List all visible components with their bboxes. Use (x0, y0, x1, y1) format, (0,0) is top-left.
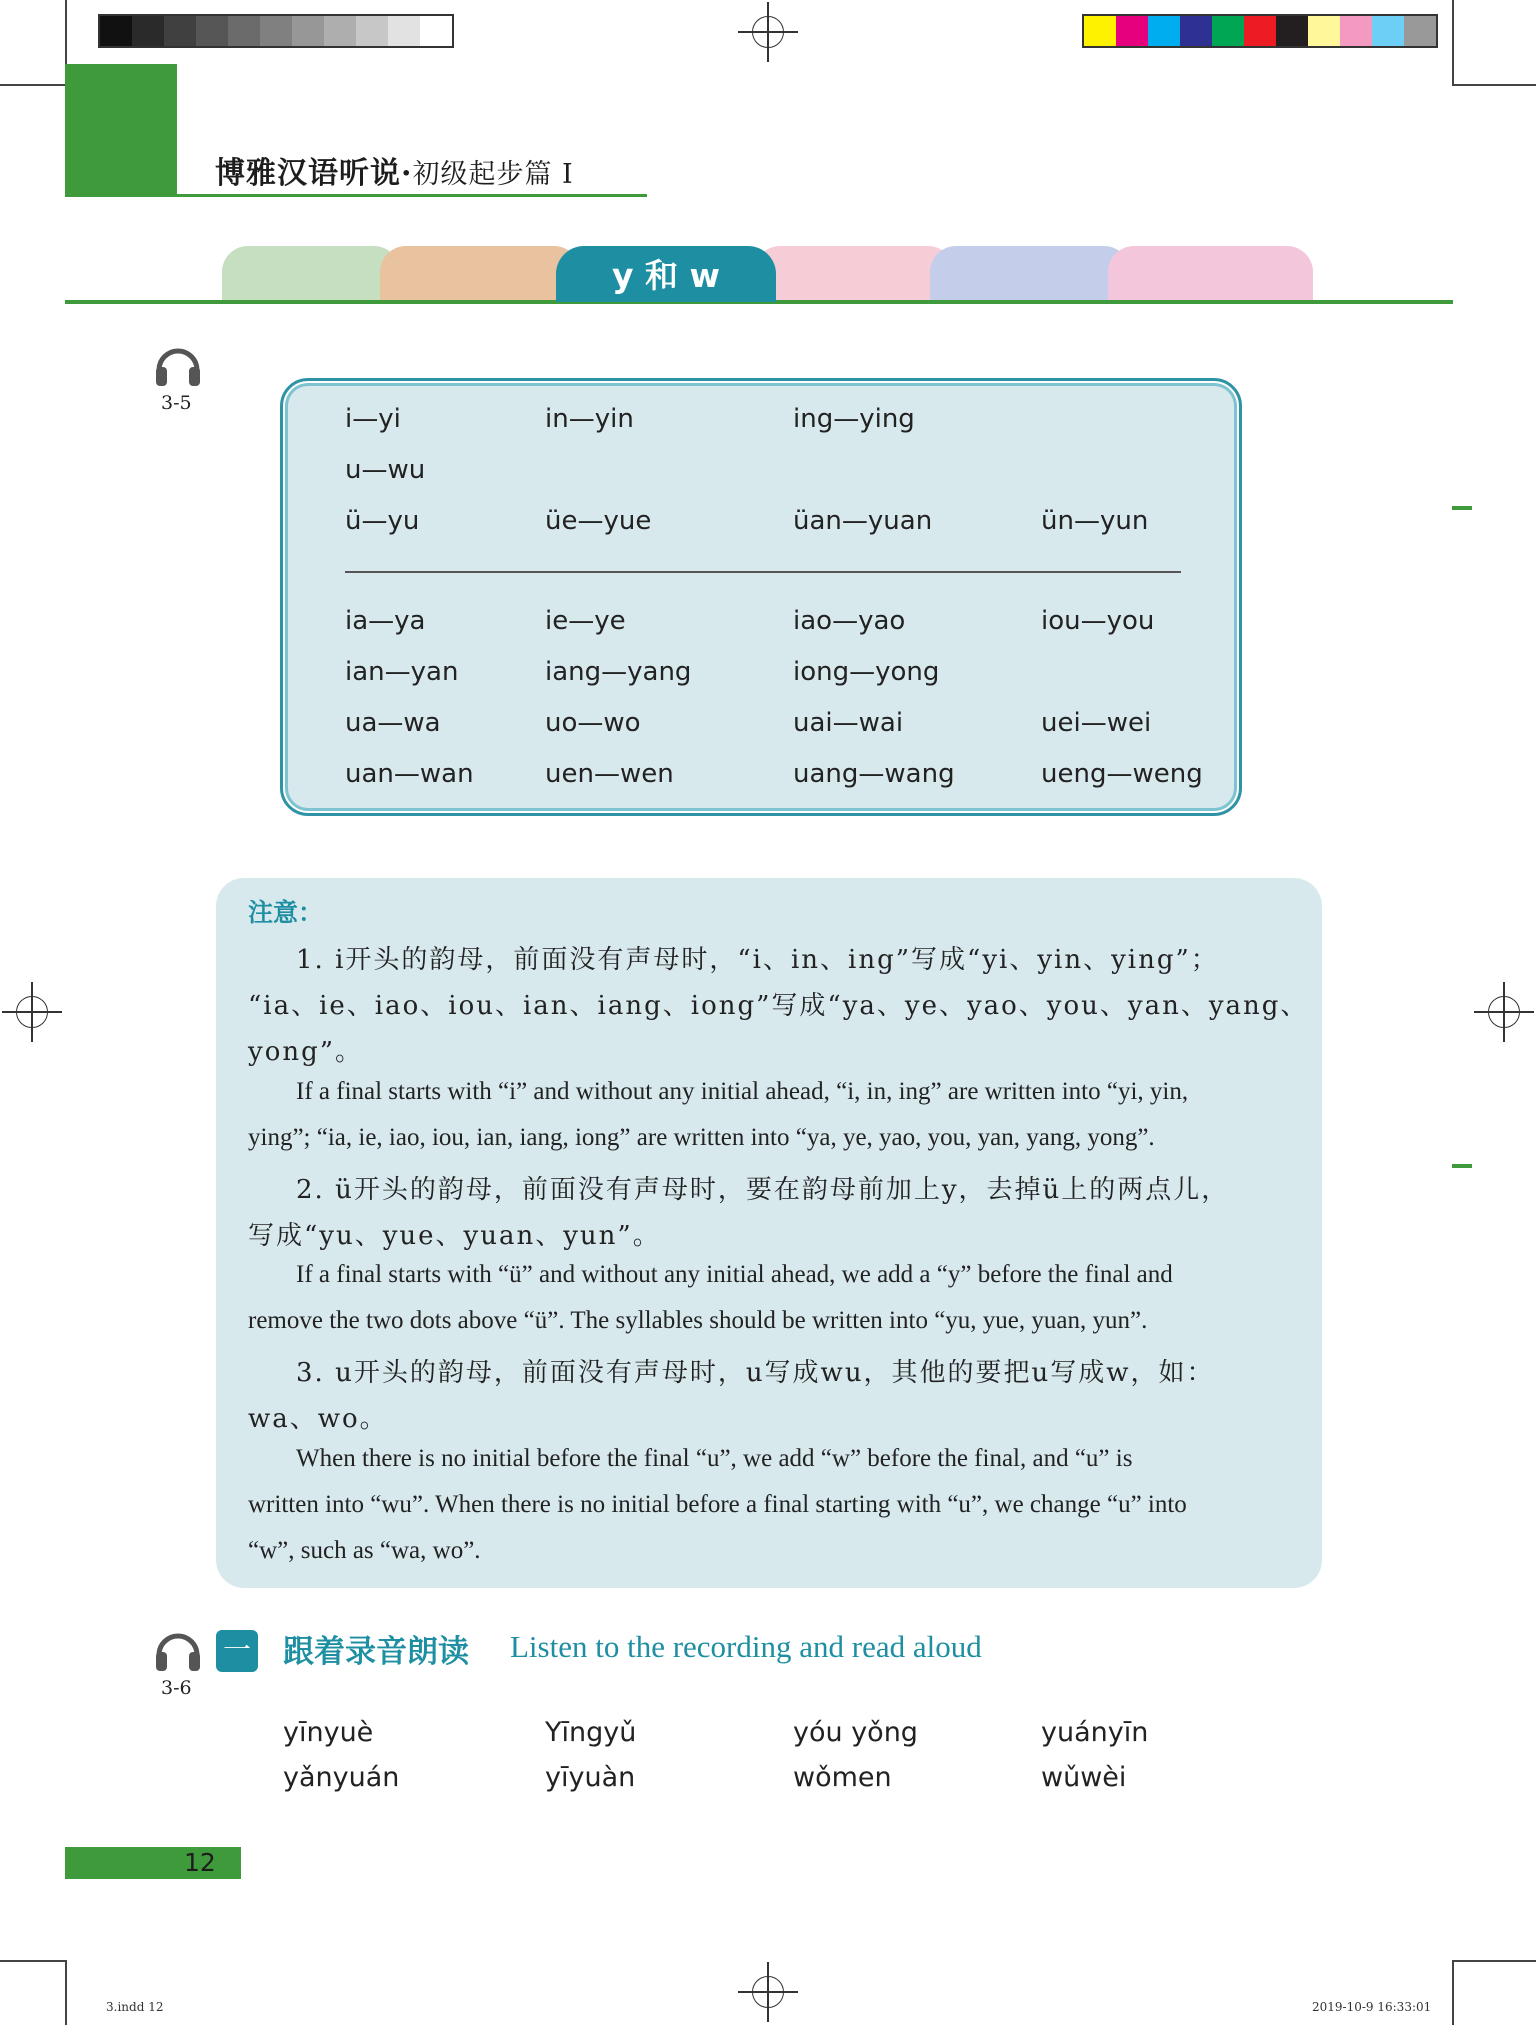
practice-word: yǎnyuán (283, 1762, 400, 1793)
note-3-english-line-3: “w”, such as “wa, wo”. (248, 1537, 481, 1564)
note-3-english-line-2: written into “wu”. When there is no initial before a final starting with “u”, we change “u” into (248, 1491, 1187, 1518)
color-swatch (1340, 16, 1372, 46)
registration-mark-right (1474, 982, 1534, 1042)
final-spelling-cell: ia—ya (345, 606, 426, 636)
color-swatch (228, 16, 260, 46)
final-spelling-cell: i—yi (345, 404, 401, 434)
final-spelling-cell: uei—wei (1041, 708, 1152, 738)
final-spelling-cell: ian—yan (345, 657, 459, 687)
final-spelling-cell: ueng—weng (1041, 759, 1203, 789)
headphones-icon (153, 340, 203, 390)
final-spelling-cell: u—wu (345, 455, 426, 485)
color-swatch (1116, 16, 1148, 46)
final-spelling-cell: üan—yuan (793, 506, 933, 536)
note-2-english-line-1: If a final starts with “ü” and without any initial ahead, we add a “y” before the final and (296, 1261, 1173, 1288)
color-swatch (388, 16, 420, 46)
margin-tick (1452, 506, 1472, 510)
section-number-badge: 一 (216, 1630, 258, 1672)
final-spelling-cell: uen—wen (545, 759, 674, 789)
section-title-chinese: 跟着录音朗读 (283, 1634, 469, 1670)
practice-word: yīyuàn (545, 1762, 636, 1793)
color-swatch (100, 16, 132, 46)
crop-mark (0, 84, 66, 86)
notes-heading: 注意： (248, 898, 324, 927)
file-slug: 3.indd 12 (106, 2000, 164, 2014)
color-swatch (260, 16, 292, 46)
final-spelling-cell: iao—yao (793, 606, 906, 636)
color-swatch (420, 16, 452, 46)
color-swatch (356, 16, 388, 46)
headphones-icon (153, 1625, 203, 1675)
title-separator: · (401, 156, 413, 191)
section-tab-1 (222, 246, 400, 304)
color-swatch (1212, 16, 1244, 46)
print-timestamp: 2019-10-9 16:33:01 (1312, 2000, 1432, 2014)
registration-mark-bottom (738, 1962, 798, 2022)
color-swatch (164, 16, 196, 46)
final-spelling-cell: ün—yun (1041, 506, 1149, 536)
book-title (215, 148, 574, 192)
book-title-main: 博雅汉语听说 (215, 156, 401, 191)
crop-mark (1452, 1960, 1536, 1962)
note-2-english-line-2: remove the two dots above “ü”. The syllables should be written into “yu, yue, yuan, yun”. (248, 1307, 1148, 1334)
final-spelling-cell: uang—wang (793, 759, 955, 789)
finals-spelling-box (280, 378, 1242, 816)
color-swatch (1404, 16, 1436, 46)
crop-mark (1452, 1960, 1454, 2025)
color-swatch (1180, 16, 1212, 46)
final-spelling-cell: iang—yang (545, 657, 692, 687)
note-3-english-line-1: When there is no initial before the final “u”, we add “w” before the final, and “u” is (296, 1445, 1133, 1472)
note-1-english-line-2: ying”; “ia, ie, iao, iou, ian, iang, iong” are written into “ya, ye, yao, you, yan, yang, yong”. (248, 1124, 1155, 1151)
practice-word: yīnyuè (283, 1717, 374, 1748)
practice-word: wǔwèi (1041, 1762, 1127, 1793)
practice-word: yuányīn (1041, 1717, 1149, 1748)
color-swatch (196, 16, 228, 46)
final-spelling-cell: ü—yu (345, 506, 420, 536)
book-subtitle: 初级起步篇 I (412, 159, 574, 190)
note-1-line-3: yong”。 (248, 1037, 364, 1067)
final-spelling-cell: uo—wo (545, 708, 641, 738)
note-1-line-1: 1. i开头的韵母，前面没有声母时，“i、in、ing”写成“yi、yin、ying”； (296, 945, 1219, 975)
section-title-english: Listen to the recording and read aloud (510, 1629, 982, 1664)
final-spelling-cell: üe—yue (545, 506, 652, 536)
final-spelling-cell: uai—wai (793, 708, 904, 738)
color-swatch (1372, 16, 1404, 46)
final-spelling-cell: ing—ying (793, 404, 915, 434)
color-swatch (324, 16, 356, 46)
color-swatch (132, 16, 164, 46)
final-spelling-cell: in—yin (545, 404, 634, 434)
note-3-line-1: 3. u开头的韵母，前面没有声母时，u写成wu，其他的要把u写成w，如： (296, 1358, 1215, 1388)
page-number: 12 (184, 1848, 216, 1877)
crop-mark (1452, 84, 1536, 86)
color-swatch (1308, 16, 1340, 46)
note-3-line-2: wa、wo。 (248, 1404, 388, 1434)
note-2-line-1: 2. ü开头的韵母，前面没有声母时，要在韵母前加上y，去掉ü上的两点儿， (296, 1175, 1230, 1205)
section-tab-2 (380, 246, 580, 304)
color-swatch (1276, 16, 1308, 46)
section-tab-6 (1108, 246, 1313, 304)
finals-divider (345, 571, 1181, 573)
practice-word: wǒmen (793, 1762, 892, 1793)
chapter-color-block (65, 64, 177, 194)
track-number: 3-6 (161, 1677, 192, 1699)
practice-word: yóu yǒng (793, 1717, 918, 1748)
crop-mark (1452, 0, 1454, 84)
margin-tick (1452, 1164, 1472, 1168)
note-1-english-line-1: If a final starts with “i” and without any initial ahead, “i, in, ing” are written into “yi, yin, (296, 1078, 1189, 1105)
header-rule (65, 194, 647, 197)
final-spelling-cell: uan—wan (345, 759, 474, 789)
registration-mark-left (2, 982, 62, 1042)
section-tab-5 (930, 246, 1130, 304)
note-2-line-2: 写成“yu、yue、yuan、yun”。 (248, 1221, 661, 1251)
crop-mark (0, 1960, 66, 1962)
track-number: 3-5 (161, 392, 192, 414)
registration-mark-top (738, 2, 798, 62)
final-spelling-cell: ie—ye (545, 606, 626, 636)
section-tab-4 (754, 246, 954, 304)
final-spelling-cell: ua—wa (345, 708, 441, 738)
final-spelling-cell: iong—yong (793, 657, 940, 687)
tab-active-y-and-w: y 和 w (556, 246, 776, 302)
process-color-bar (1082, 14, 1438, 48)
final-spelling-cell: iou—you (1041, 606, 1155, 636)
color-swatch (292, 16, 324, 46)
grayscale-color-bar (98, 14, 454, 48)
color-swatch (1148, 16, 1180, 46)
note-1-line-2: “ia、ie、iao、iou、ian、iang、iong”写成“ya、ye、yao、you、yan、yang、 (248, 991, 1309, 1021)
practice-word: Yīngyǔ (545, 1717, 637, 1748)
crop-mark (65, 1960, 67, 2025)
color-swatch (1244, 16, 1276, 46)
color-swatch (1084, 16, 1116, 46)
